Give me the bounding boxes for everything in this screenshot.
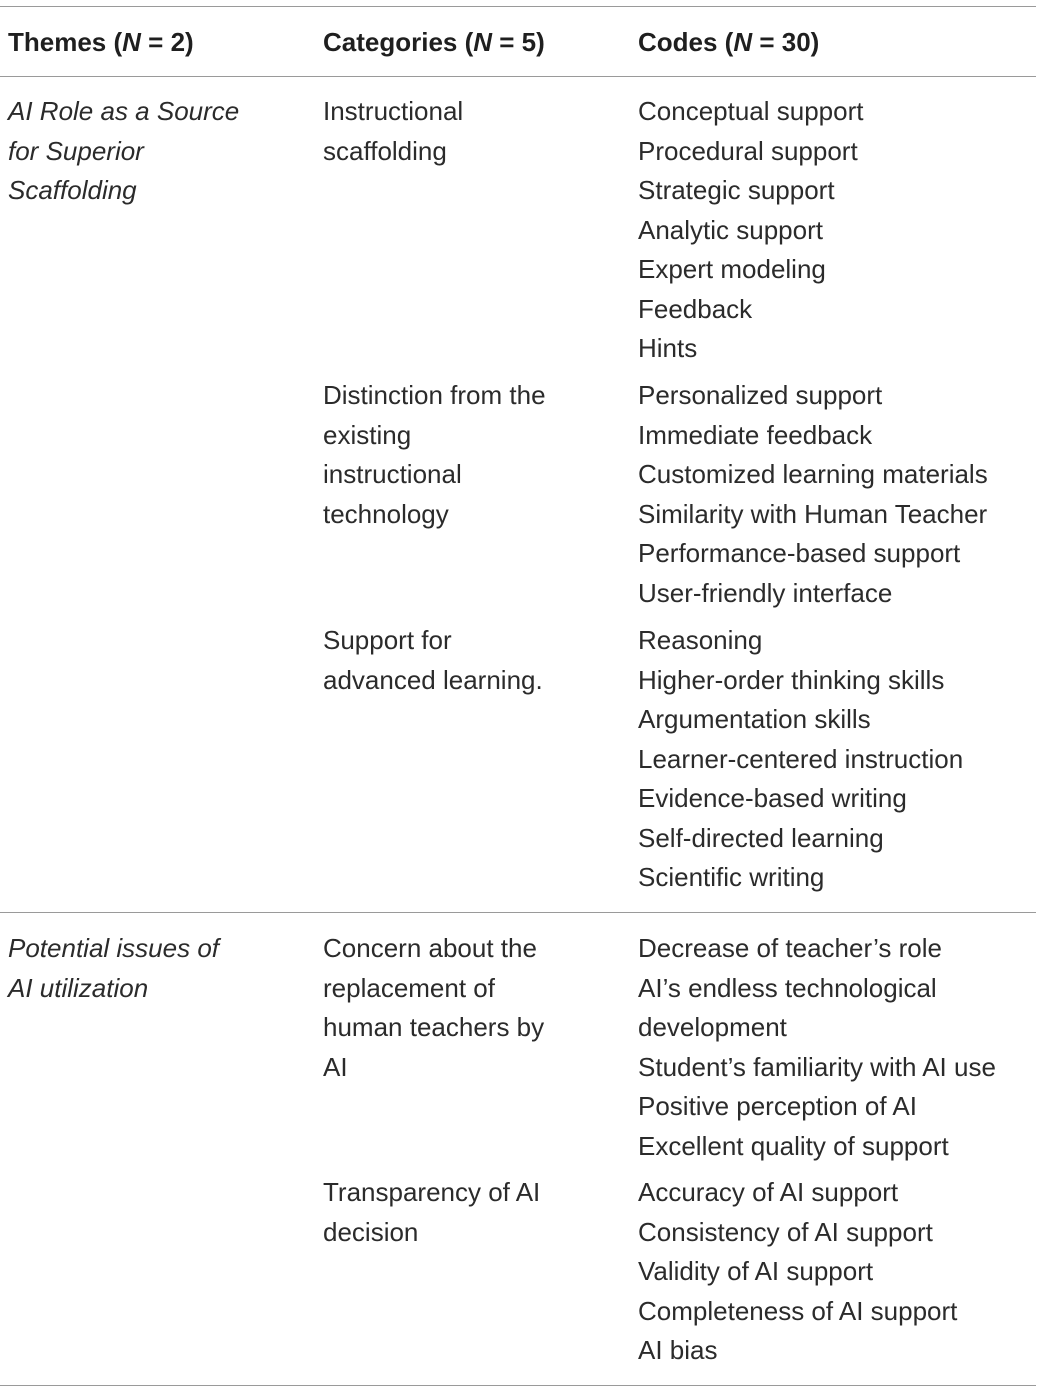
theme-line: AI utilization	[8, 972, 149, 1003]
code-item: Self-directed learning	[638, 822, 884, 853]
code-item: Accuracy of AI support	[638, 1177, 899, 1207]
code-item: Feedback	[638, 293, 753, 324]
header-rule	[0, 76, 1036, 77]
code-item: Consistency of AI support	[638, 1216, 933, 1247]
category-line: Instructional	[323, 96, 464, 126]
category-line: instructional	[323, 459, 462, 489]
theme-cell	[8, 929, 219, 1008]
code-item: Scientific writing	[638, 862, 825, 892]
code-item: AI bias	[638, 1335, 718, 1365]
theme-cell	[8, 92, 239, 211]
category-line: Distinction from the	[323, 380, 546, 410]
category-line: advanced learning.	[323, 664, 543, 695]
code-item: Hints	[638, 333, 698, 363]
header-categories: Categories (N = 5)	[323, 27, 545, 57]
category-line: Concern about the	[323, 933, 537, 963]
category-line: Transparency of AI	[323, 1177, 541, 1207]
code-item: Expert modeling	[638, 254, 826, 284]
code-item: Excellent quality of support	[638, 1130, 949, 1161]
code-item: Immediate feedback	[638, 419, 873, 450]
category-line: human teachers by	[323, 1012, 545, 1042]
theme-line: Scaffolding	[8, 175, 137, 205]
code-item: Customized learning materials	[638, 459, 988, 489]
code-item: Evidence-based writing	[638, 783, 907, 813]
code-item: development	[638, 1012, 787, 1042]
category-line: existing	[323, 419, 412, 450]
code-item: Similarity with Human Teacher	[638, 498, 988, 529]
codes-cell	[638, 621, 963, 898]
code-item: User-friendly interface	[638, 577, 893, 608]
codes-cell	[638, 1173, 957, 1371]
section-rule	[0, 912, 1036, 913]
code-item: Decrease of teacher’s role	[638, 933, 942, 963]
category-cell	[323, 621, 543, 700]
header-codes: Codes (N = 30)	[638, 27, 820, 57]
code-item: Procedural support	[638, 135, 858, 166]
category-line: AI	[323, 1051, 348, 1082]
category-cell	[323, 92, 463, 171]
code-item: Reasoning	[638, 625, 763, 655]
code-item: Personalized support	[638, 380, 883, 410]
code-item: Positive perception of AI	[638, 1091, 917, 1121]
category-cell	[323, 376, 546, 534]
code-item: Student’s familiarity with AI use	[638, 1051, 996, 1082]
header-themes: Themes (N = 2)	[8, 27, 194, 57]
category-line: decision	[323, 1216, 419, 1247]
code-item: Validity of AI support	[638, 1256, 874, 1286]
code-item: Strategic support	[638, 175, 835, 205]
table-header-row	[0, 6, 1036, 76]
theme-line: for Superior	[8, 135, 144, 166]
codes-cell	[638, 92, 863, 369]
code-item: Argumentation skills	[638, 704, 871, 734]
theme-line: Potential issues of	[8, 933, 220, 963]
code-item: AI’s endless technological	[638, 972, 937, 1003]
codes-cell	[638, 929, 996, 1166]
code-item: Higher-order thinking skills	[638, 664, 945, 695]
category-line: technology	[323, 498, 449, 529]
code-item: Performance-based support	[638, 538, 961, 568]
code-item: Conceptual support	[638, 96, 864, 126]
code-item: Analytic support	[638, 214, 823, 245]
theme-line: AI Role as a Source	[8, 96, 240, 126]
category-line: Support for	[323, 625, 452, 655]
code-item: Completeness of AI support	[638, 1295, 958, 1326]
codes-cell	[638, 376, 988, 613]
code-item: Learner-centered instruction	[638, 743, 964, 774]
category-cell	[323, 1173, 540, 1252]
category-line: scaffolding	[323, 135, 447, 166]
bottom-rule	[0, 1385, 1036, 1386]
category-cell	[323, 929, 544, 1087]
category-line: replacement of	[323, 972, 495, 1003]
